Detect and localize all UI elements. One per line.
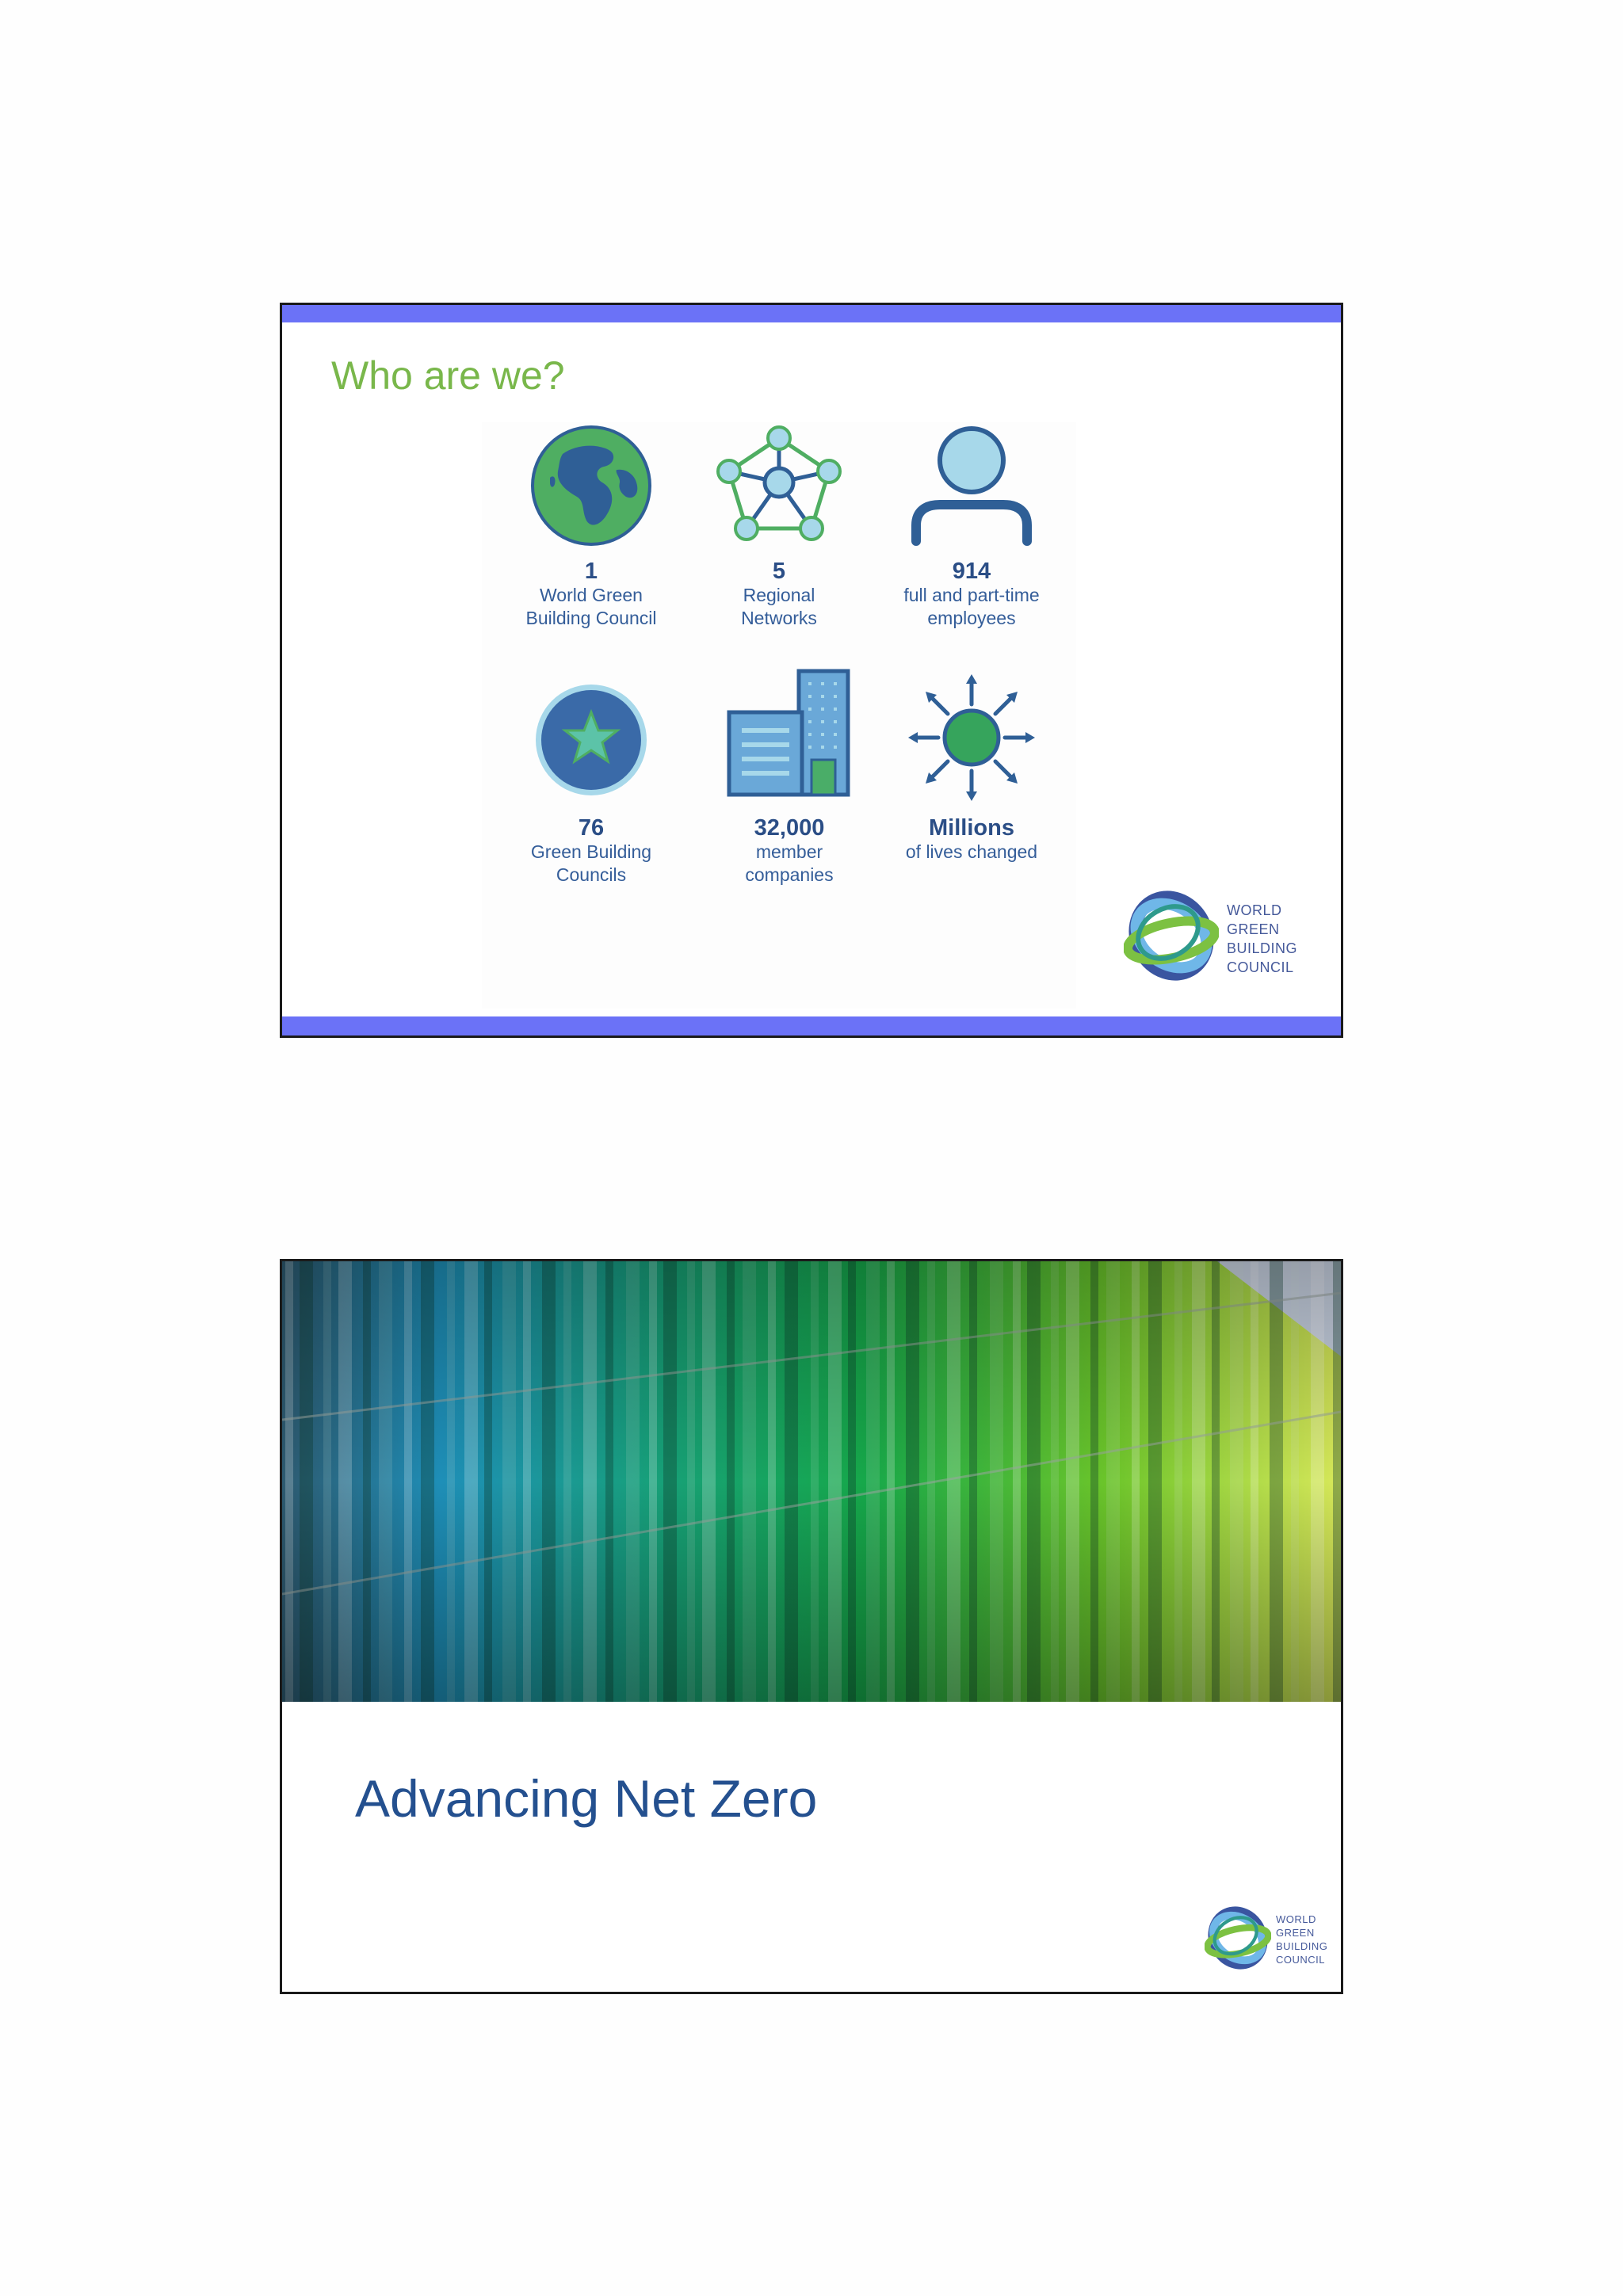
stat-employees [876, 422, 1067, 684]
stat-number: 32,000 [754, 815, 825, 841]
stat-number: 914 [952, 559, 991, 584]
stat-label-line: World Green [540, 585, 643, 605]
person-icon [908, 422, 1035, 549]
slide-title: Who are we? [331, 353, 565, 398]
slide-title: Advancing Net Zero [355, 1769, 818, 1828]
stat-label-line: Green Building [530, 841, 652, 862]
wgbc-logo-mark-icon [1124, 888, 1219, 983]
wgbc-logo-mark-icon [1205, 1905, 1271, 1971]
stat-regional-networks [684, 422, 874, 684]
building-icon [726, 668, 853, 798]
stat-label-line: member [755, 841, 823, 862]
stat-number: Millions [929, 815, 1014, 841]
stat-label-line: Councils [556, 864, 627, 885]
wgbc-logo-text: WORLD GREEN BUILDING COUNCIL [1227, 902, 1298, 975]
network-icon [712, 422, 846, 549]
stat-label-line: Networks [741, 608, 817, 628]
bottom-accent-band [282, 1016, 1341, 1035]
slide-advancing-net-zero [280, 1259, 1343, 1994]
stat-number: 76 [578, 815, 605, 841]
wgbc-logo [1205, 1905, 1331, 1971]
stat-label-line: Building Council [525, 608, 657, 628]
building-facade-photo [282, 1261, 1341, 1702]
stat-label-line: employees [927, 608, 1016, 628]
stat-world-gbc [496, 422, 686, 684]
star-badge-icon [532, 681, 651, 799]
wgbc-logo-text: WORLD GREEN BUILDING COUNCIL [1276, 1913, 1328, 1966]
wgbc-logo [1124, 888, 1314, 983]
stat-label-line: of lives changed [905, 841, 1038, 862]
radiating-circle-icon [908, 674, 1035, 801]
stat-number: 5 [772, 559, 786, 584]
stats-panel [482, 422, 1076, 1009]
stat-lives-changed [876, 674, 1067, 936]
stat-label-line: full and part-time [903, 585, 1040, 605]
stat-member-companies [694, 668, 884, 942]
stat-label-line: Regional [743, 585, 815, 605]
stat-number: 1 [584, 559, 598, 584]
slide-who-are-we [280, 303, 1343, 1038]
stat-label-line: companies [745, 864, 834, 885]
stat-green-building-councils [496, 681, 686, 942]
top-accent-band [282, 305, 1341, 322]
globe-icon [528, 422, 655, 549]
facade-image [282, 1261, 1341, 1702]
